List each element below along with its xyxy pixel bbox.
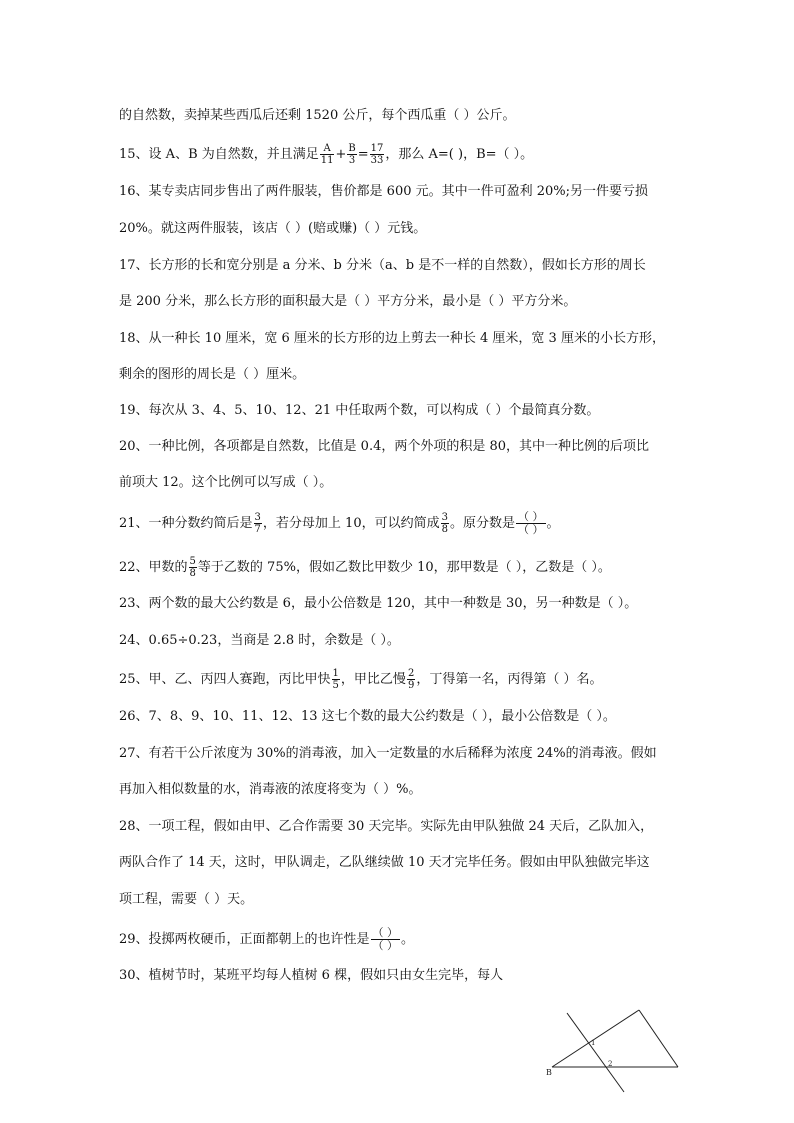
fraction-b-over-3: $\frac{B}{3}$ [348, 143, 356, 166]
answer-fraction-blank: $\frac{( )}{( )}$ [518, 510, 544, 536]
label-b: B [546, 1068, 552, 1077]
problem-17-line-2: 是 200 分米，那么长方形的面积最大是（ ）平方分米，最小是（ ）平方分米。 [119, 294, 577, 309]
problem-27-line-1: 27、有若干公斤浓度为 30%的消毒液，加入一定数量的水后稀释为浓度 24%的消毒液。假如 [119, 746, 657, 761]
right-side-line [639, 1010, 678, 1067]
problem-17-line-1: 17、长方形的长和宽分别是 a 分米、b 分米（a、b 是不一样的自然数），假如长方形的周长 [119, 258, 646, 273]
problem-18-line-2: 剩余的图形的周长是（ ）厘米。 [119, 367, 306, 382]
problem-25-text-a: 25、甲、乙、丙四人赛跑，丙比甲快 [119, 672, 331, 687]
answer-fraction-blank: $\frac{( )}{( )}$ [372, 926, 399, 952]
geometry-figure [540, 1005, 690, 1100]
problem-21 [119, 511, 560, 536]
problem-14-continuation: 的自然数，卖掉某些西瓜后还剩 1520 公斤，每个西瓜重（ ）公斤。 [119, 108, 516, 123]
fraction-5-over-8: $\frac{5}{8}$ [189, 556, 196, 579]
problem-21-text-c: 。原分数是 [449, 516, 515, 531]
problem-15-text-b: ，那么 A=( )，B=（ ）。 [385, 147, 534, 162]
problem-28-line-1: 28、一项工程，假如由甲、乙合作需要 30 天完毕。实际先由甲队独做 24 天后，乙队加入， [119, 819, 654, 834]
fraction-3-over-7: $\frac{3}{7}$ [254, 512, 261, 535]
fraction-2-over-9: $\frac{2}{9}$ [407, 668, 415, 691]
equals-sign: = [357, 147, 369, 162]
problem-20-line-2: 前项大 12。这个比例可以写成（ ）。 [119, 475, 333, 490]
problem-21-text-b: ，若分母加上 10，可以约简成 [262, 516, 440, 531]
problem-15-text-a: 15、设 A、B 为自然数，并且满足 [119, 147, 319, 162]
problem-28-line-3: 项工程，需要（ ）天。 [119, 892, 254, 907]
problem-19: 19、每次从 3、4、5、10、12、21 中任取两个数，可以构成（ ）个最简真分数。 [119, 403, 600, 418]
upper-line [552, 1010, 639, 1067]
angle-label-1: 1 [591, 1039, 596, 1047]
problem-25 [119, 668, 602, 691]
problem-21-text-a: 21、一种分数约简后是 [119, 516, 253, 531]
problem-28-line-2: 两队合作了 14 天，这时，甲队调走，乙队继续做 10 天才完毕任务。假如由甲队独做完毕这 [119, 855, 650, 870]
problem-22-text-a: 22、甲数的 [119, 560, 188, 575]
fraction-17-over-33: $\frac{17}{33}$ [370, 143, 384, 166]
problem-25-text-b: ，甲比乙慢 [340, 672, 406, 687]
problem-21-text-d: 。 [546, 516, 560, 531]
problem-16-line-2: 20%。就这两件服装，该店（ ）(赔或赚)（ ）元钱。 [119, 221, 427, 236]
problem-15 [119, 143, 533, 166]
problem-22 [119, 556, 611, 579]
problem-16-line-1: 16、某专卖店同步售出了两件服装，售价都是 600 元。其中一件可盈利 20%;另一件要亏损 [119, 184, 649, 199]
angle-label-2: 2 [608, 1060, 613, 1068]
fraction-1-over-5: $\frac{1}{5}$ [332, 668, 339, 691]
problem-26: 26、7、8、9、10、11、12、13 这七个数的最大公约数是（ ），最小公倍数是（ ）。 [119, 709, 616, 724]
plus-sign: + [335, 147, 347, 162]
problem-20-line-1: 20、一种比例，各项都是自然数，比值是 0.4，两个外项的积是 80，其中一种比例的后项比 [119, 439, 650, 454]
problem-29-text-a: 29、投掷两枚硬币，正面都朝上的也许性是 [119, 932, 370, 947]
problem-18-line-1: 18、从一种长 10 厘米，宽 6 厘米的长方形的边上剪去一种长 4 厘米，宽 3 厘米的小长方形， [119, 331, 665, 346]
problem-30: 30、植树节时，某班平均每人植树 6 棵，假如只由女生完毕，每人 [119, 968, 504, 983]
problem-23: 23、两个数的最大公约数是 6，最小公倍数是 120，其中一种数是 30，另一种数是（ ）。 [119, 596, 638, 611]
problem-24: 24、0.65÷0.23，当商是 2.8 时，余数是（ ）。 [119, 633, 400, 648]
problem-25-text-c: ，丁得第一名，丙得第（ ）名。 [416, 672, 603, 687]
problem-22-text-b: 等于乙数的 75%，假如乙数比甲数少 10，那甲数是（ ），乙数是（ ）。 [197, 560, 611, 575]
problem-29 [119, 927, 414, 952]
fraction-3-over-8: $\frac{3}{8}$ [441, 512, 448, 535]
problem-29-text-b: 。 [401, 932, 415, 947]
problem-27-line-2: 再加入相似数量的水，消毒液的浓度将变为（ ）%。 [119, 782, 422, 797]
fraction-a-over-11: $\frac{A}{11}$ [320, 143, 334, 166]
